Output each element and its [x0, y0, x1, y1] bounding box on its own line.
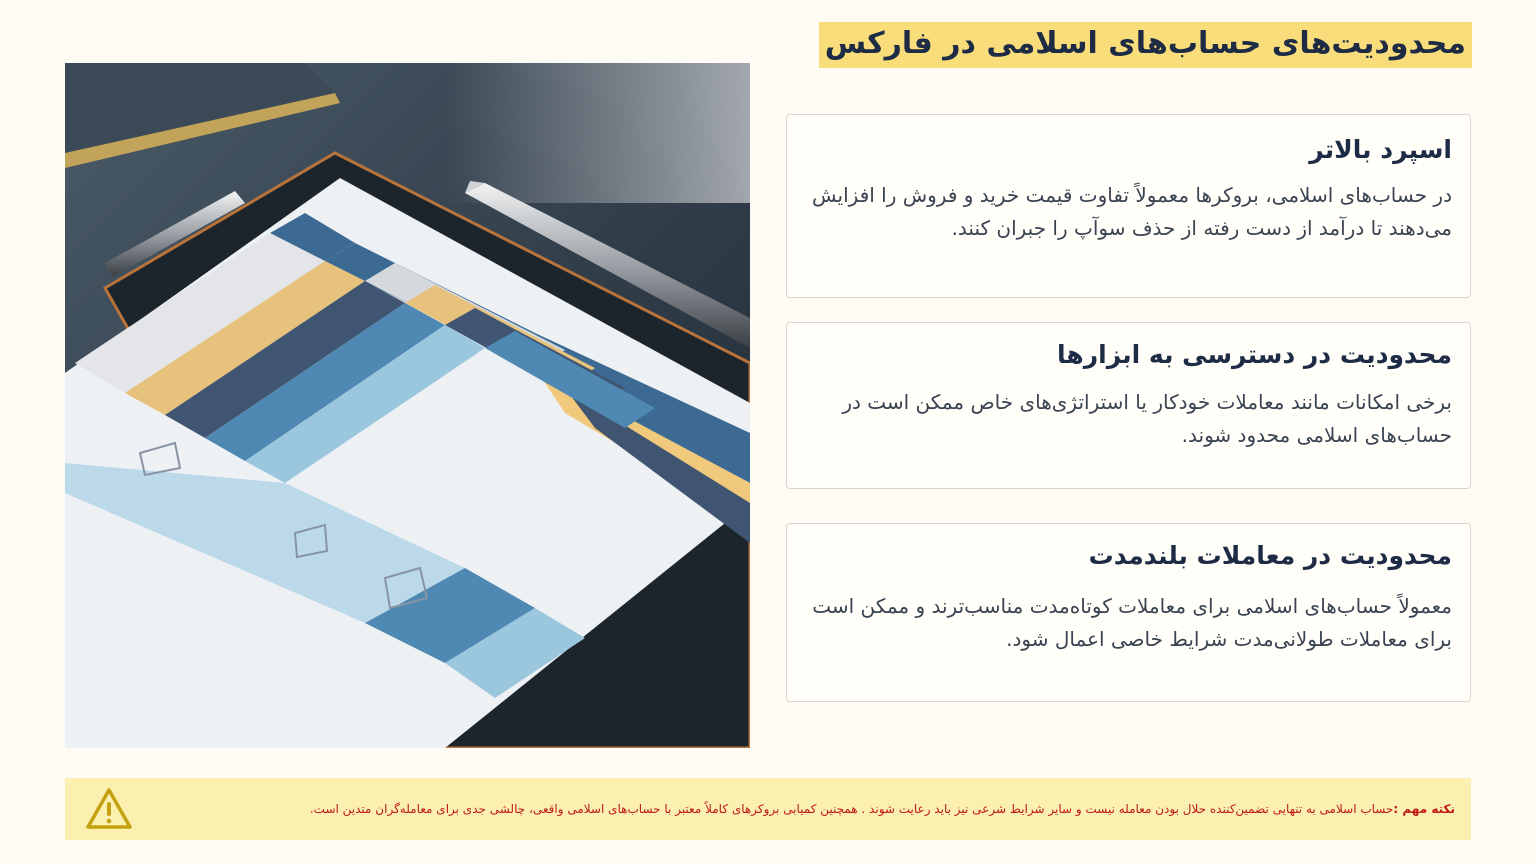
tablet-illustration: [65, 63, 750, 748]
tablet-photo: [65, 63, 750, 748]
card-text: برخی امکانات مانند معاملات خودکار یا استراتژی‌های خاص ممکن است در حساب‌های اسلامی محدود شوند.: [842, 390, 1452, 447]
page-title: محدودیت‌های حساب‌های اسلامی در فارکس: [824, 26, 1466, 61]
card-text: در حساب‌های اسلامی، بروکرها معمولاً تفاوت قیمت خرید و فروش را افزایش می‌دهند تا درآمد از دست رفته از حذف سوآپ را جبران کنند.: [812, 183, 1452, 240]
card-heading: اسپرد بالاتر: [1309, 135, 1452, 164]
card-tool-access: [786, 322, 1471, 489]
card-heading: محدودیت در دسترسی به ابزارها: [1057, 340, 1452, 369]
title-highlight: [819, 22, 1472, 68]
note-text: [195, 778, 1455, 840]
card-long-term-trading: [786, 523, 1471, 702]
card-text: معمولاً حساب‌های اسلامی برای معاملات کوتاه‌مدت مناسب‌ترند و ممکن است برای معاملات طولانی‌مدت شرایط خاصی اعمال شود.: [812, 594, 1452, 651]
card-heading: محدودیت در معاملات بلندمدت: [1088, 541, 1452, 570]
card-higher-spread: [786, 114, 1471, 298]
note-label: نکته مهم :: [1393, 802, 1455, 816]
note-body: حساب اسلامی به تنهایی تضمین‌کننده حلال بودن معامله نیست و سایر شرایط شرعی نیز باید رعایت شوند . همچنین کمیابی بروکرهای کاملاً معتبر با حساب‌های اسلامی واقعی، چالشی جدی برای معامله‌گران متدین است.: [309, 802, 1394, 816]
warning-triangle-icon: [85, 787, 133, 831]
important-note-banner: [65, 778, 1471, 840]
